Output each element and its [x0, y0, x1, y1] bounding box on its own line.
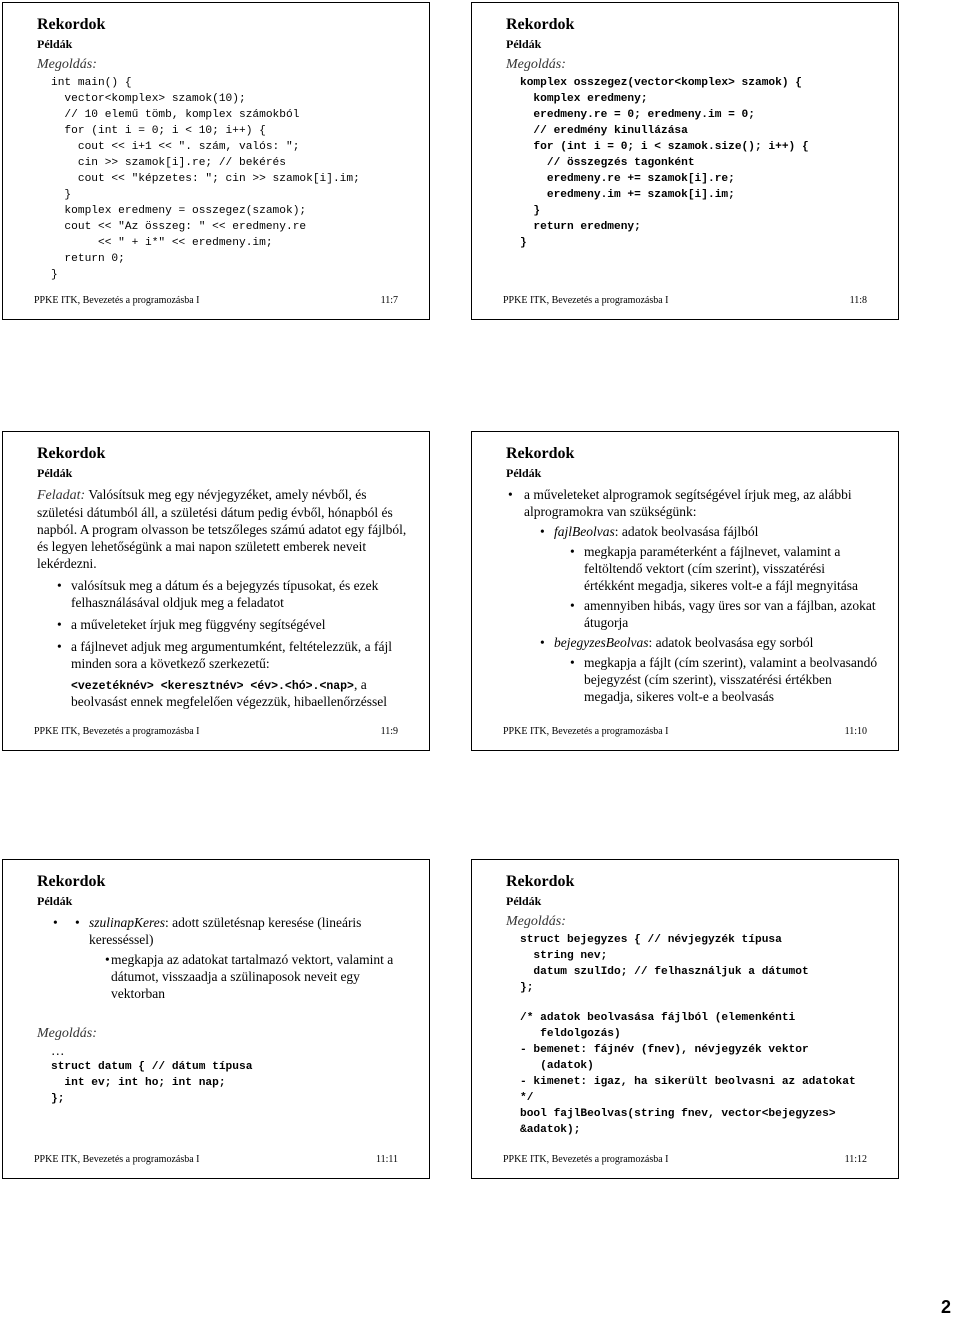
slide-footer [503, 1154, 867, 1165]
list-item [488, 486, 878, 705]
solution-label: Megoldás: [506, 914, 566, 929]
slide-title: Rekordok [37, 16, 106, 33]
main-bullets [488, 486, 878, 705]
code-block: struct datum { // dátum típusa int ev; int ho; int nap; }; [51, 1061, 253, 1105]
list-item: • • szulinapKeres: adott születésnap keresése (lineáris keresséssel) • megkapja az adatokat tartalmazó vektort, valamint a dátumot, visszaadja a szülinaposok neveit egy vektorban [37, 914, 409, 1002]
slide-title: Rekordok [506, 16, 575, 33]
function-desc: : adott születésnap keresése (lineáris keresséssel) [89, 915, 362, 947]
code-block: komplex osszegez(vector<komplex> szamok) { komplex eredmeny; eredmeny.re = 0; eredmeny.im = 0; // eredmény kinullázása for (int i = 0; i < szamok.size(); i++) { // összegzés tagonként eredmeny.re += szamok[i].re; eredmeny.im += szamok[i].im; } return eredmeny; } [520, 77, 809, 249]
footer-course: PPKE ITK, Bevezetés a programozásba I [503, 295, 669, 306]
slide-title: Rekordok [506, 873, 575, 890]
list-item: • valósítsuk meg a dátum és a bejegyzés típusokat, és ezek felhasználásával oldjuk meg a feladatot [37, 577, 409, 611]
footer-course: PPKE ITK, Bevezetés a programozásba I [34, 726, 200, 737]
function-name: bejegyzesBeolvas [554, 635, 649, 650]
slide-subtitle: Példák [506, 894, 542, 908]
footer-course: PPKE ITK, Bevezetés a programozásba I [34, 1154, 200, 1165]
list-item: • megkapja paraméterként a fájlnevet, valamint a feltöltendő vektort (cím szerint), visszatérési értékként megadja, sikeres volt-e a fájl megnyitása [554, 543, 878, 594]
slide-footer [503, 726, 867, 737]
task-text: Valósítsuk meg egy névjegyzéket, amely névből, és születési dátumból áll, a születési dátum pedig évből, hónapból és napból. A program olvasson be tetszőleges számú adatot egy fájlból, és legyen lehetőségünk a mai napon született emberek neveit lekérdezni. [37, 487, 407, 571]
slide-subtitle: Példák [506, 37, 542, 51]
solution-label: Megoldás: [37, 57, 97, 72]
list-item [524, 634, 878, 705]
slide-11-12 [471, 859, 899, 1179]
slide-11-8 [471, 2, 899, 320]
page-number: 2 [940, 1297, 951, 1317]
slide-11-11 [2, 859, 430, 1179]
slide-title: Rekordok [37, 445, 106, 462]
list-item: • megkapja az adatokat tartalmazó vektort, valamint a dátumot, visszaadja a szülinaposok neveit egy vektorban [89, 951, 409, 1002]
slide-footer [34, 1154, 398, 1165]
bullet-text: a műveleteket alprogramok segítségével írjuk meg, az alábbi alprogramokra van szükségünk: [524, 487, 852, 519]
footer-course: PPKE ITK, Bevezetés a programozásba I [34, 295, 200, 306]
slide-footer [34, 726, 398, 737]
list-item [37, 638, 409, 710]
code-block: int main() { vector<komplex> szamok(10); // 10 elemű tömb, komplex számokból for (int i = 0; i < 10; i++) { cout << i+1 << ". szám, valós: "; cin >> szamok[i].re; // bekérés cout << "képzetes: "; cin >> szamok[i].im; } komplex eredmeny = osszegez(szamok); cout << "Az összeg: " << eredmeny.re << " + i*" << eredmeny.im; return 0; } [51, 77, 360, 281]
code-block: struct bejegyzes { // névjegyzék típusa string nev; datum szulIdo; // felhasználjuk a dátumot }; [520, 934, 809, 994]
slide-subtitle: Példák [37, 466, 73, 480]
slide-number: 11:7 [380, 295, 398, 306]
code-block: /* adatok beolvasása fájlból (elemenkénti feldolgozás) - bemenet: fájnév (fnev), névjegyzék vektor (adatok) - kimenet: igaz, ha sikerült beolvasni az adatokat */ bool fajlBeolvas(string fnev, vector<bejegyzes> &adatok); [520, 1012, 856, 1136]
slide-11-10 [471, 431, 899, 751]
bullet-tail: beolvasást ennek megfelelően végezzük, hibaellenőrzéssel [71, 694, 387, 709]
slide-number: 11:9 [380, 726, 398, 737]
slide-title: Rekordok [37, 873, 106, 890]
slide-number: 11:11 [375, 1154, 398, 1165]
slide-number: 11:8 [849, 295, 867, 306]
solution-label: Megoldás: [506, 57, 566, 72]
function-name: fajlBeolvas [554, 524, 615, 539]
slide-footer [503, 295, 867, 306]
slide-11-9 [2, 431, 430, 751]
function-desc: : adatok beolvasása egy sorból [648, 635, 814, 650]
function-bullets [37, 914, 409, 1002]
ellipsis: … [51, 1043, 65, 1058]
slide-footer [34, 295, 398, 306]
function-name: szulinapKeres [89, 915, 166, 930]
task-paragraph [37, 486, 409, 572]
solution-label: Megoldás: [37, 1026, 97, 1041]
slide-11-7 [2, 2, 430, 320]
list-item: • a műveleteket írjuk meg függvény segítségével [37, 616, 409, 633]
slide-subtitle: Példák [37, 894, 73, 908]
slide-number: 11:10 [844, 726, 867, 737]
bullet-text: a fájlnevet adjuk meg argumentumként, feltételezzük, a fájl minden sora a következő szerkezetű: [71, 639, 392, 671]
slide-title: Rekordok [506, 445, 575, 462]
task-label: Feladat: [37, 488, 86, 503]
function-desc: : adatok beolvasása fájlból [614, 524, 759, 539]
list-item: • megkapja a fájlt (cím szerint), valamint a beolvasandó bejegyzést (cím szerint), visszatérési értékben megadja, sikeres volt-e a beolvasás [554, 654, 878, 705]
task-bullets [37, 577, 409, 710]
list-item: • amennyiben hibás, vagy üres sor van a fájlban, azokat átugorja [554, 597, 878, 631]
footer-course: PPKE ITK, Bevezetés a programozásba I [503, 726, 669, 737]
footer-course: PPKE ITK, Bevezetés a programozásba I [503, 1154, 669, 1165]
slide-subtitle: Példák [37, 37, 73, 51]
slide-number: 11:12 [844, 1154, 867, 1165]
list-item [524, 523, 878, 631]
slide-subtitle: Példák [506, 466, 542, 480]
format-tail: , a [353, 677, 367, 692]
format-code: <vezetéknév> <keresztnév> <év>.<hó>.<nap> [71, 680, 354, 693]
